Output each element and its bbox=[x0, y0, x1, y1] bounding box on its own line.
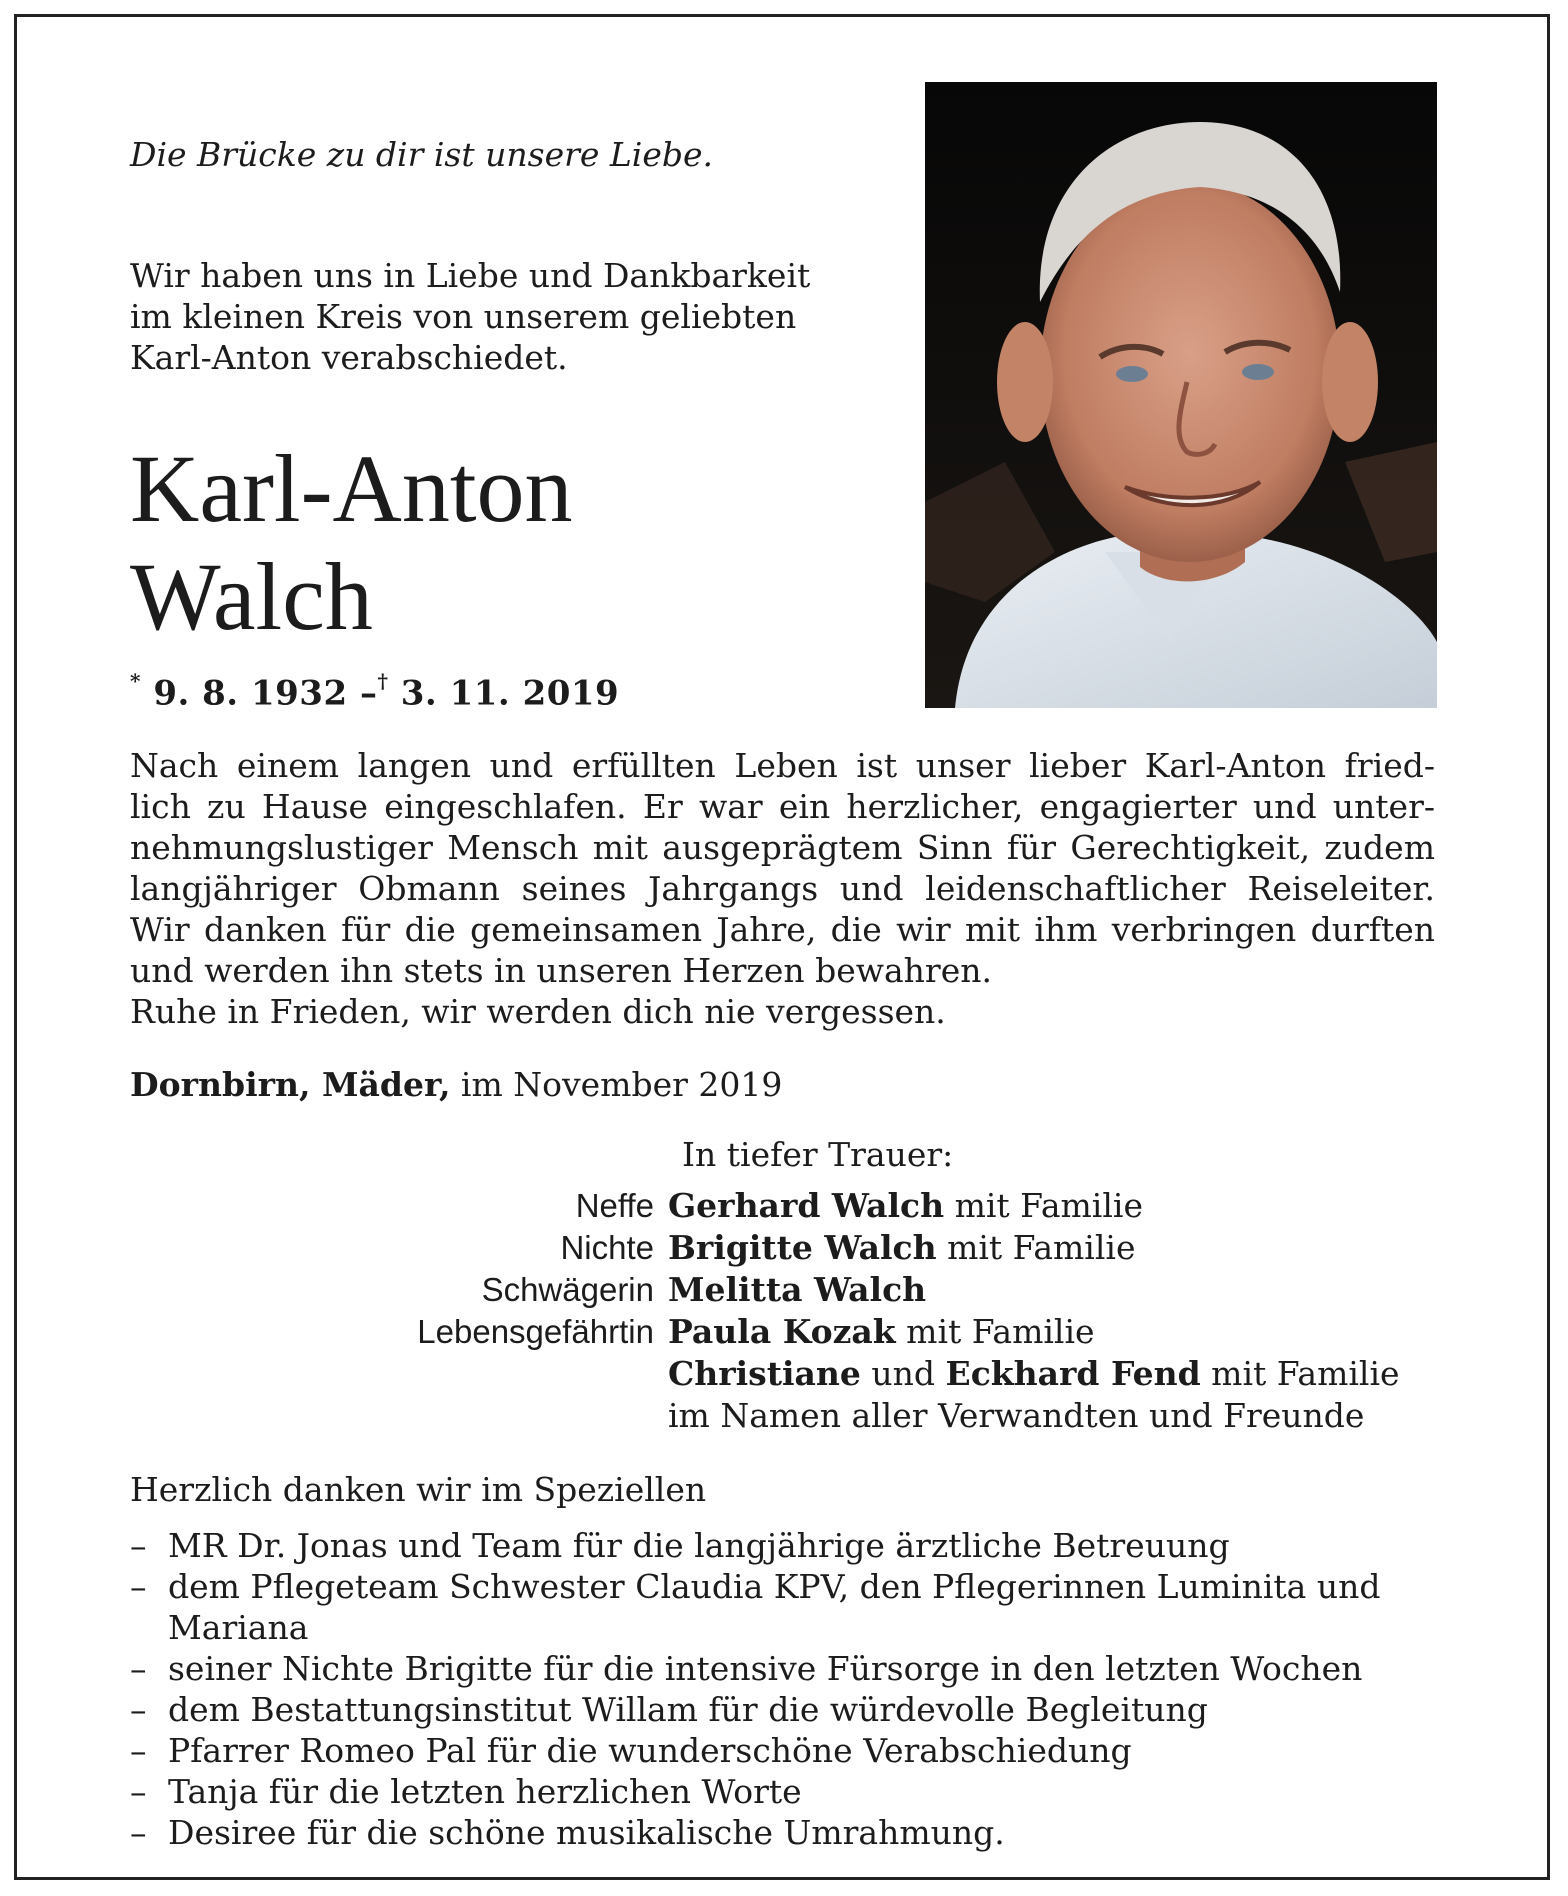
mourner-relation: Nichte bbox=[560, 1229, 654, 1266]
mourner-name: Gerhard Walch bbox=[668, 1186, 945, 1225]
death-symbol: † bbox=[377, 669, 389, 693]
body-line: langjähriger Obmann seines Jahrgangs und leidenschaftlicher Reiseleiter. bbox=[130, 869, 1435, 908]
intro-text bbox=[130, 255, 810, 378]
couple-name-2: Eckhard Fend bbox=[945, 1354, 1201, 1393]
life-dates bbox=[130, 669, 620, 714]
thanks-text: Tanja für die letzten herzlichen Worte bbox=[168, 1772, 802, 1811]
dash-bullet: – bbox=[130, 1690, 147, 1729]
death-date: 3. 11. 2019 bbox=[400, 673, 620, 714]
birth-date: 9. 8. 1932 bbox=[153, 673, 348, 714]
mourner-name: Brigitte Walch bbox=[668, 1228, 937, 1267]
mourner-suffix: mit Familie bbox=[936, 1228, 1136, 1267]
dash-bullet: – bbox=[130, 1772, 147, 1811]
thanks-text: MR Dr. Jonas und Team für die langjährige ärztliche Betreuung bbox=[168, 1526, 1230, 1565]
dash-bullet: – bbox=[130, 1567, 147, 1606]
place-date bbox=[130, 1065, 782, 1104]
thanks-text: seiner Nichte Brigitte für die intensive Fürsorge in den letzten Wochen bbox=[168, 1649, 1363, 1688]
all-relatives: im Namen aller Verwandten und Freunde bbox=[668, 1396, 1365, 1435]
motto: Die Brücke zu dir ist unsere Liebe. bbox=[130, 135, 714, 174]
portrait-illustration bbox=[925, 82, 1437, 708]
place-month: im November 2019 bbox=[450, 1065, 783, 1104]
mourner-row bbox=[130, 1353, 1400, 1395]
mourner-relation: Schwägerin bbox=[481, 1271, 654, 1308]
thanks-text: Desiree für die schöne musikalische Umrahmung. bbox=[168, 1813, 1005, 1852]
thanks-item bbox=[130, 1771, 1435, 1812]
thanks-item bbox=[130, 1689, 1435, 1730]
mourner-suffix: mit Familie bbox=[944, 1186, 1143, 1225]
body-line: Ruhe in Frieden, wir werden dich nie vergessen. bbox=[130, 992, 946, 1031]
thanks-item bbox=[130, 1566, 1435, 1648]
body-line: nehmungslustiger Mensch mit ausgeprägtem Sinn für Gerechtigkeit, zudem bbox=[130, 828, 1435, 867]
thanks-item bbox=[130, 1730, 1435, 1771]
thanks-text: Pfarrer Romeo Pal für die wunderschöne Verabschiedung bbox=[168, 1731, 1132, 1770]
mourner-row bbox=[130, 1269, 1400, 1311]
dash-bullet: – bbox=[130, 1649, 147, 1688]
couple-name-1: Christiane bbox=[668, 1354, 861, 1393]
mourner-relation: Neffe bbox=[575, 1187, 654, 1224]
intro-line: Karl-Anton verabschiedet. bbox=[130, 338, 568, 377]
body-line: und werden ihn stets in unseren Herzen bewahren. bbox=[130, 951, 992, 990]
dash-bullet: – bbox=[130, 1731, 147, 1770]
mourner-name: Paula Kozak bbox=[668, 1312, 896, 1351]
first-name: Karl-Anton bbox=[130, 435, 573, 542]
intro-line: Wir haben uns in Liebe und Dankbarkeit bbox=[130, 256, 811, 295]
place-names: Dornbirn, Mäder, bbox=[130, 1065, 451, 1104]
dash-bullet: – bbox=[130, 1813, 147, 1852]
mourner-row bbox=[130, 1227, 1400, 1269]
mourner-suffix: mit Familie bbox=[895, 1312, 1095, 1351]
intro-line: im kleinen Kreis von unserem geliebten bbox=[130, 297, 797, 336]
thanks-heading: Herzlich danken wir im Speziellen bbox=[130, 1470, 707, 1509]
couple-joiner: und bbox=[860, 1354, 946, 1393]
thanks-text: dem Pflegeteam Schwester Claudia KPV, den Pflegerinnen Luminita und Mariana bbox=[168, 1567, 1381, 1647]
mourners-heading: In tiefer Trauer: bbox=[682, 1135, 954, 1174]
deceased-name bbox=[130, 435, 573, 651]
body-text bbox=[130, 745, 1435, 1032]
mourner-row bbox=[130, 1311, 1400, 1353]
birth-symbol: * bbox=[130, 669, 141, 693]
body-line: Nach einem langen und erfüllten Leben ist unser lieber Karl-Anton fried- bbox=[130, 746, 1435, 785]
thanks-item bbox=[130, 1648, 1435, 1689]
mourner-row bbox=[130, 1185, 1400, 1227]
body-line: lich zu Hause eingeschlafen. Er war ein herzlicher, engagierter und unter- bbox=[130, 787, 1435, 826]
last-name: Walch bbox=[130, 543, 373, 650]
dash-bullet: – bbox=[130, 1526, 147, 1565]
thanks-item bbox=[130, 1812, 1435, 1853]
mourners-list bbox=[130, 1185, 1400, 1437]
mourner-row bbox=[130, 1395, 1400, 1437]
body-line: Wir danken für die gemeinsamen Jahre, die wir mit ihm verbringen durften bbox=[130, 910, 1435, 949]
mourner-relation: Lebensgefährtin bbox=[417, 1313, 654, 1350]
couple-suffix: mit Familie bbox=[1200, 1354, 1400, 1393]
thanks-item bbox=[130, 1525, 1435, 1566]
thanks-text: dem Bestattungsinstitut Willam für die würdevolle Begleitung bbox=[168, 1690, 1208, 1729]
thanks-list bbox=[130, 1525, 1435, 1853]
date-separator: – bbox=[359, 673, 378, 714]
portrait-photo bbox=[925, 82, 1437, 708]
mourner-name: Melitta Walch bbox=[668, 1270, 927, 1309]
